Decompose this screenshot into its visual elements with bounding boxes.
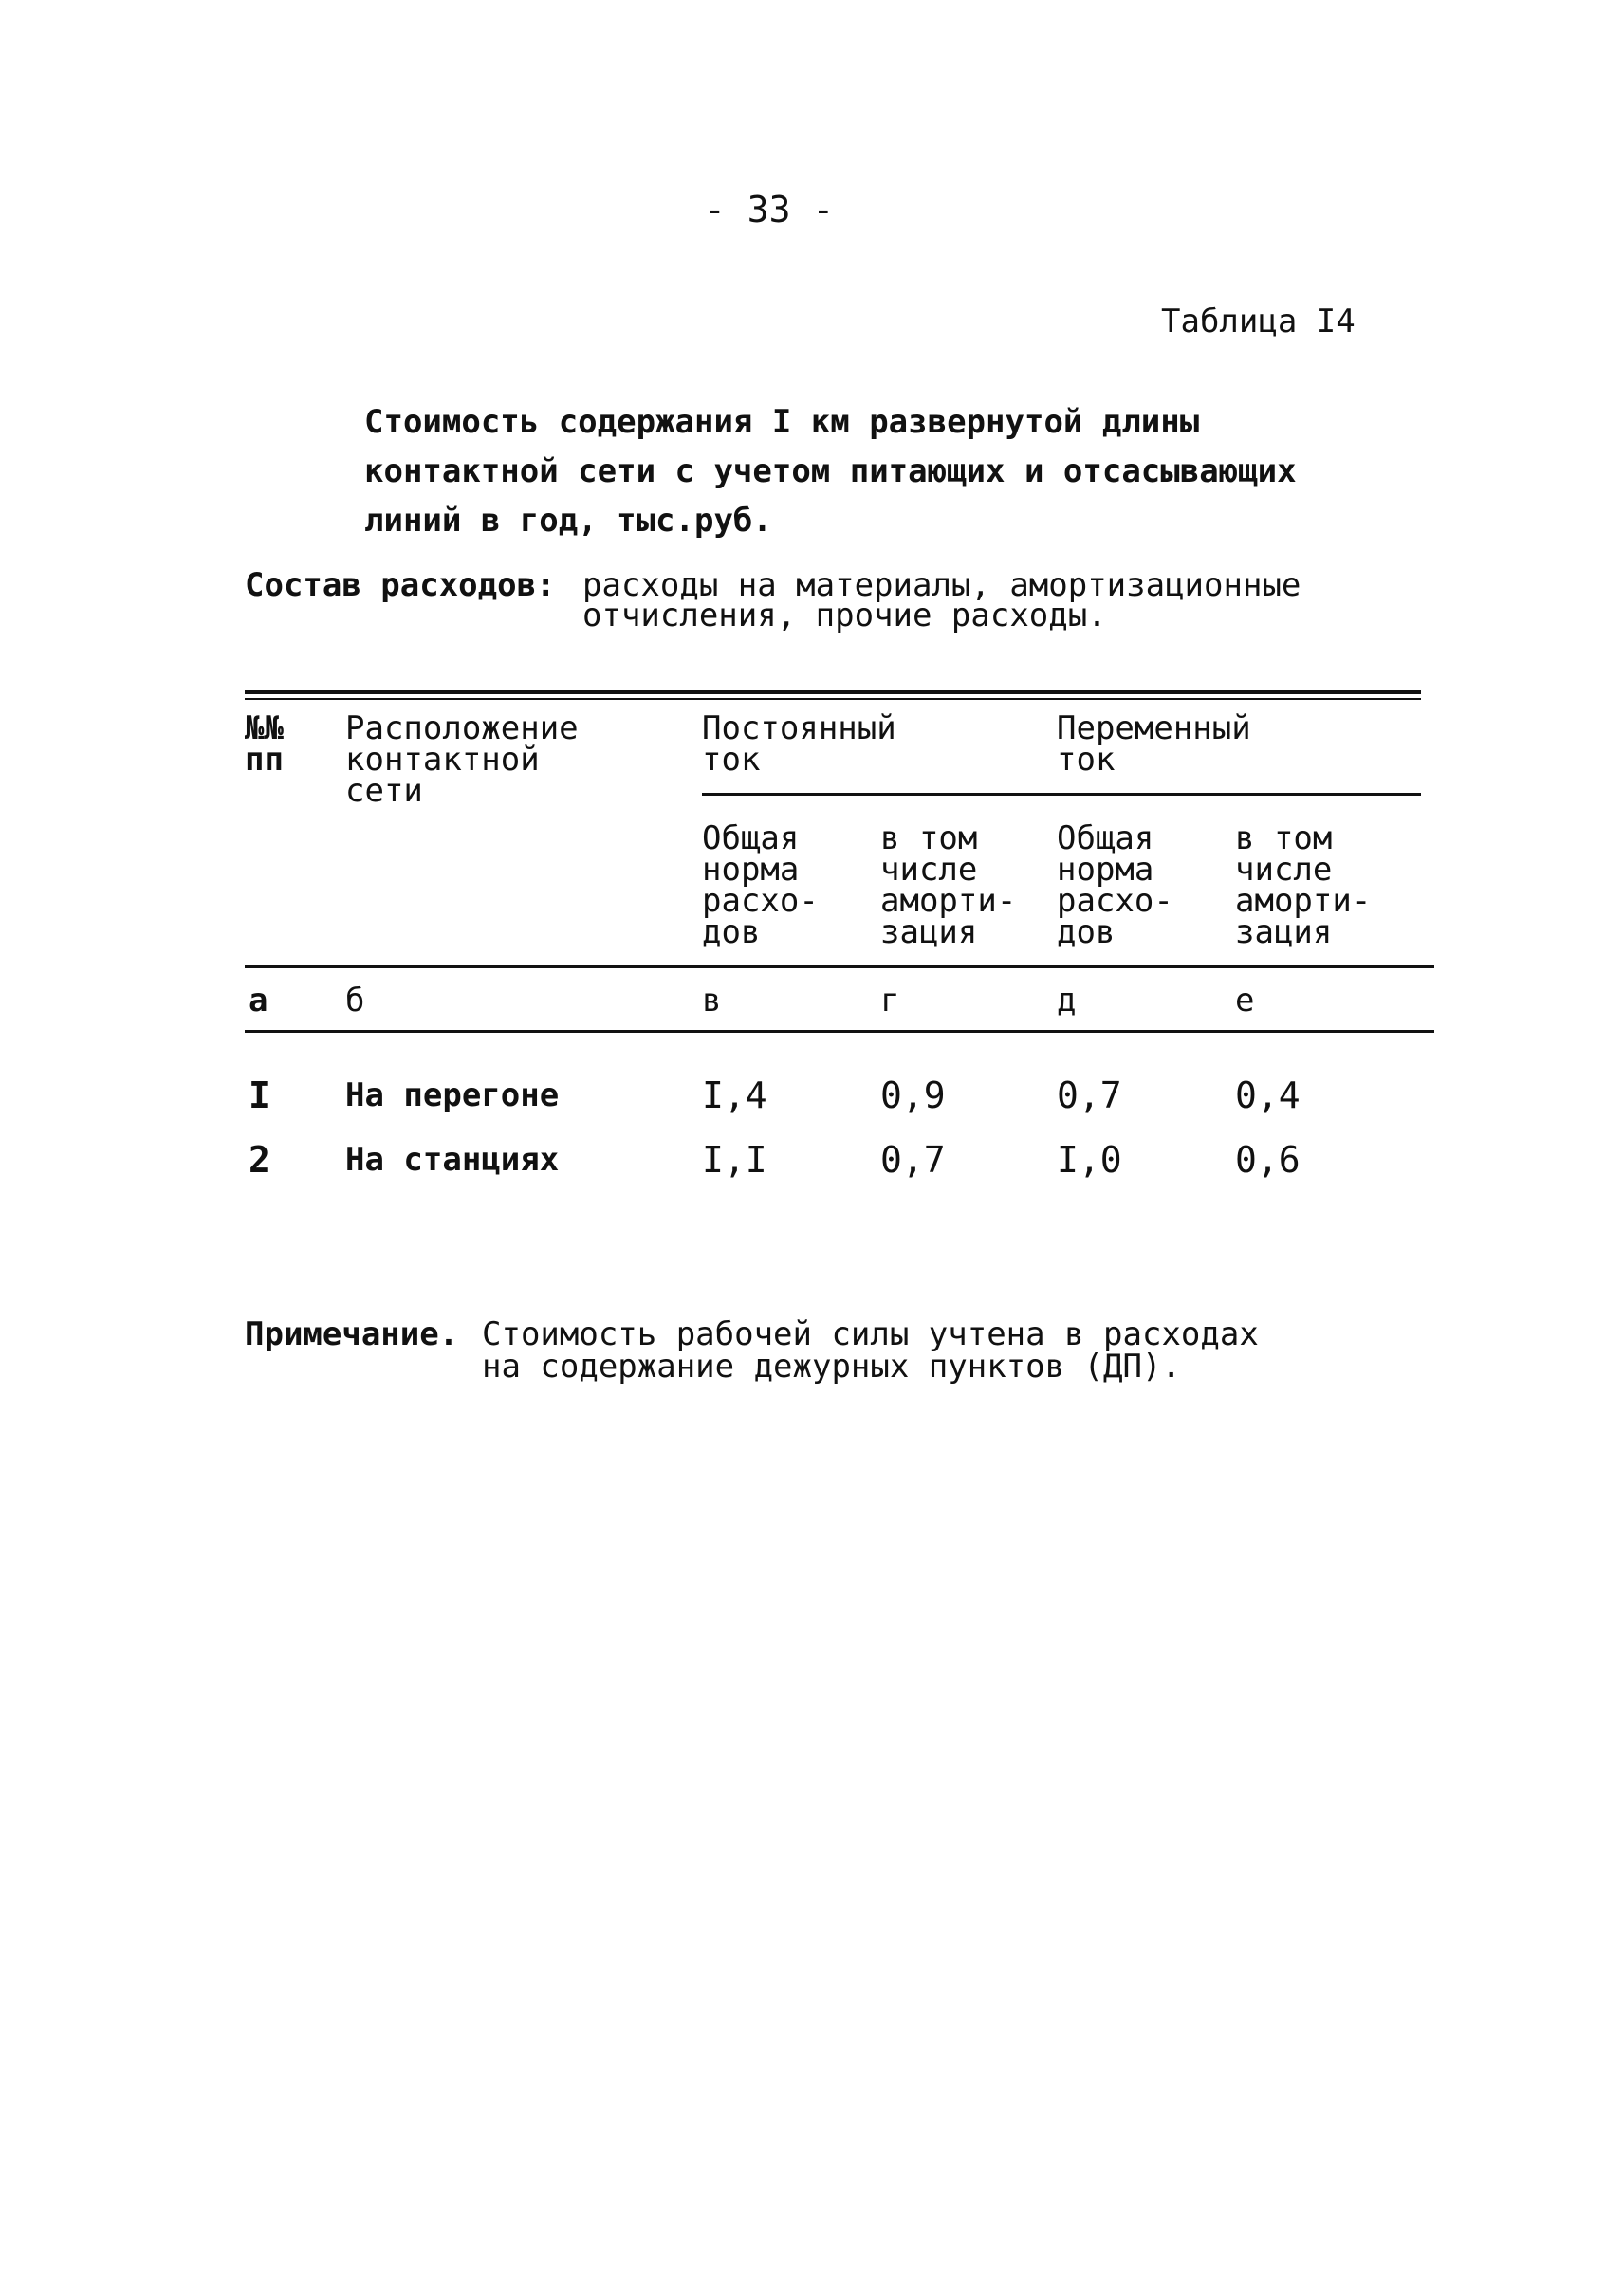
row-num: 2 [249, 1139, 270, 1181]
note-line-1: Стоимость рабочей силы учтена в расходах [482, 1315, 1259, 1353]
note-line-2: на содержание дежурных пунктов (ДП). [482, 1348, 1181, 1386]
note-label: Примечание. [245, 1315, 459, 1353]
header-ac-amort: в том числе аморти- зация [1235, 819, 1372, 951]
row-dc-amort: 0,9 [880, 1075, 946, 1116]
header-bottom-rule [245, 965, 1434, 968]
header-dc-total: Общая норма расхо- дов [702, 819, 819, 951]
title-line-3: линий в год, тыс.руб. [364, 502, 772, 540]
letter-d: д [1057, 982, 1077, 1019]
composition-line-2: отчисления, прочие расходы. [582, 597, 1107, 634]
title-line-1: Стоимость содержания I км развернутой длины [364, 403, 1200, 441]
header-dc-amort: в том числе аморти- зация [880, 819, 1017, 951]
row-dc-total: I,I [702, 1139, 767, 1181]
row-dc-total: I,4 [702, 1075, 767, 1116]
table-top-rule [245, 690, 1421, 694]
row-ac-total: I,0 [1057, 1139, 1122, 1181]
row-ac-amort: 0,4 [1235, 1075, 1301, 1116]
letter-g: г [880, 982, 900, 1019]
letter-bottom-rule [245, 1030, 1434, 1033]
letter-v: в [702, 982, 722, 1019]
header-num: №№ пп [245, 709, 284, 779]
table-label: Таблица I4 [1161, 303, 1356, 340]
composition-label: Состав расходов: [245, 566, 556, 604]
row-ac-total: 0,7 [1057, 1075, 1122, 1116]
header-dc: Постоянный ток [702, 709, 896, 779]
row-dc-amort: 0,7 [880, 1139, 946, 1181]
page-number: - 33 - [704, 189, 835, 230]
table-top-rule-2 [245, 698, 1421, 700]
title-line-2: контактной сети с учетом питающих и отсасывающих [364, 452, 1297, 490]
letter-b: б [345, 982, 365, 1019]
letter-e: е [1235, 982, 1255, 1019]
header-location: Расположение контактной сети [345, 709, 579, 810]
letter-a: а [249, 982, 268, 1019]
header-ac: Переменный ток [1057, 709, 1251, 779]
header-ac-total: Общая норма расхо- дов [1057, 819, 1173, 951]
row-num: I [249, 1075, 270, 1116]
row-ac-amort: 0,6 [1235, 1139, 1301, 1181]
composition-line-1: расходы на материалы, амортизационные [582, 566, 1301, 604]
row-location: На перегоне [345, 1076, 560, 1114]
row-location: На станциях [345, 1141, 560, 1179]
subheader-rule [702, 793, 1421, 796]
